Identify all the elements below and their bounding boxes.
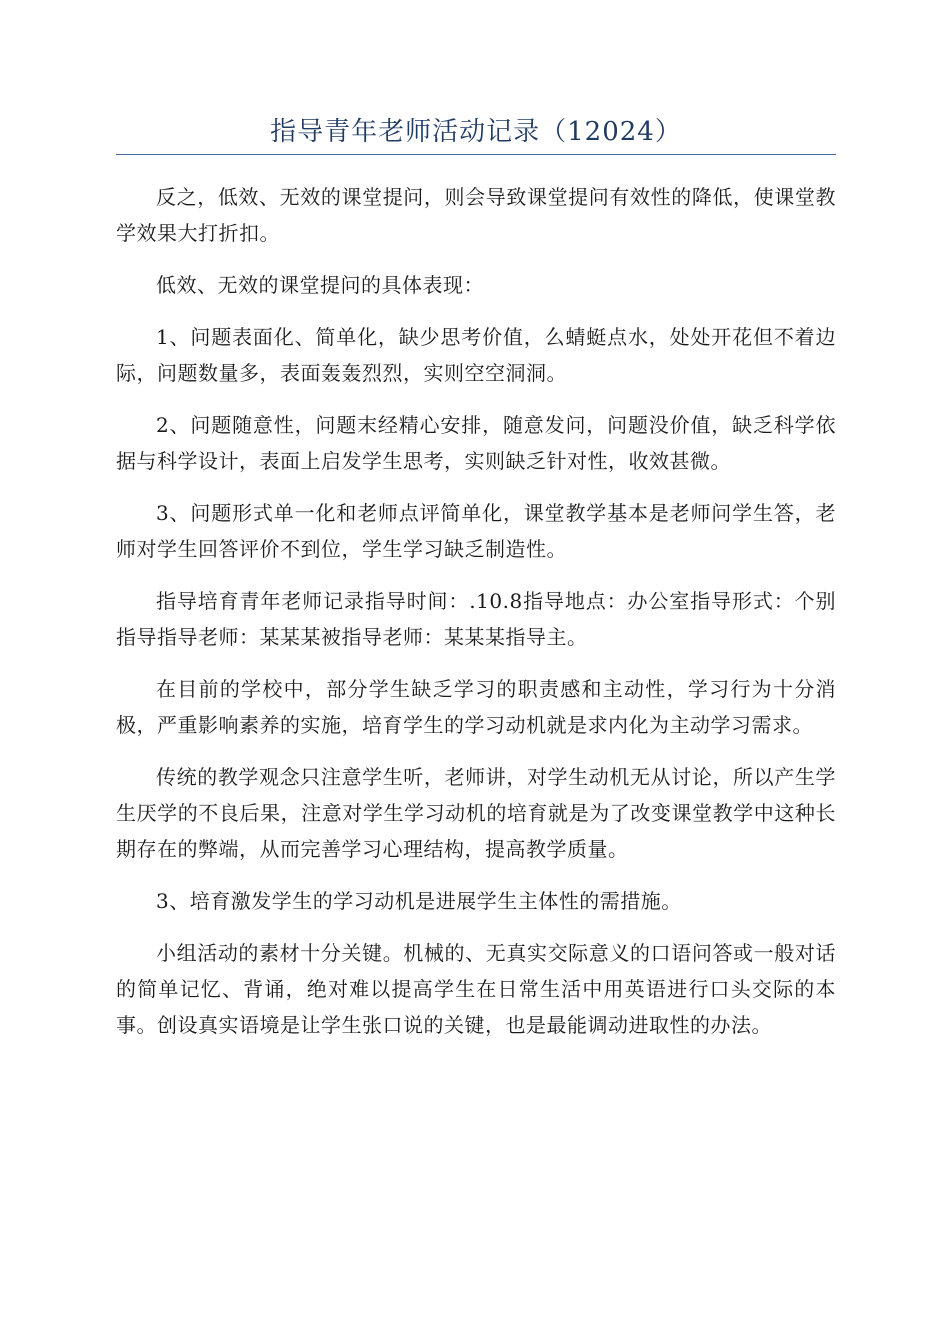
document-body bbox=[116, 179, 836, 1043]
paragraph: 2、问题随意性，问题末经精心安排，随意发问，问题没价值，缺乏科学依据与科学设计，表面上启发学生思考，实则缺乏针对性，收效甚微。 bbox=[116, 413, 836, 473]
document-title: 指导青年老师活动记录（12024） bbox=[116, 112, 836, 155]
paragraph: 在目前的学校中，部分学生缺乏学习的职责感和主动性，学习行为十分消极，严重影响素养的实施，培育学生的学习动机就是求内化为主动学习需求。 bbox=[116, 677, 836, 737]
paragraph: 1、问题表面化、简单化，缺少思考价值，么蜻蜓点水，处处开花但不着边际，问题数量多，表面轰轰烈烈，实则空空洞洞。 bbox=[116, 325, 836, 385]
document-page bbox=[116, 112, 836, 1059]
paragraph: 反之，低效、无效的课堂提问，则会导致课堂提问有效性的降低，使课堂教学效果大打折扣。 bbox=[116, 185, 836, 245]
paragraph: 3、培育激发学生的学习动机是进展学生主体性的需措施。 bbox=[156, 889, 682, 913]
paragraph: 传统的教学观念只注意学生听，老师讲，对学生动机无从讨论，所以产生学生厌学的不良后果，注意对学生学习动机的培育就是为了改变课堂教学中这种长期存在的弊端，从而完善学习心理结构，提高教学质量。 bbox=[116, 765, 836, 861]
paragraph: 指导培育青年老师记录指导时间：.10.8指导地点：办公室指导形式：个别指导指导老师：某某某被指导老师：某某某指导主。 bbox=[116, 589, 836, 649]
paragraph: 3、问题形式单一化和老师点评简单化，课堂教学基本是老师问学生答，老师对学生回答评价不到位，学生学习缺乏制造性。 bbox=[116, 501, 836, 561]
paragraph: 小组活动的素材十分关键。机械的、无真实交际意义的口语问答或一般对话的简单记忆、背诵，绝对难以提高学生在日常生活中用英语进行口头交际的本事。创设真实语境是让学生张口说的关键，也是最能调动进取性的办法。 bbox=[116, 941, 836, 1037]
paragraph: 低效、无效的课堂提问的具体表现： bbox=[156, 273, 484, 297]
